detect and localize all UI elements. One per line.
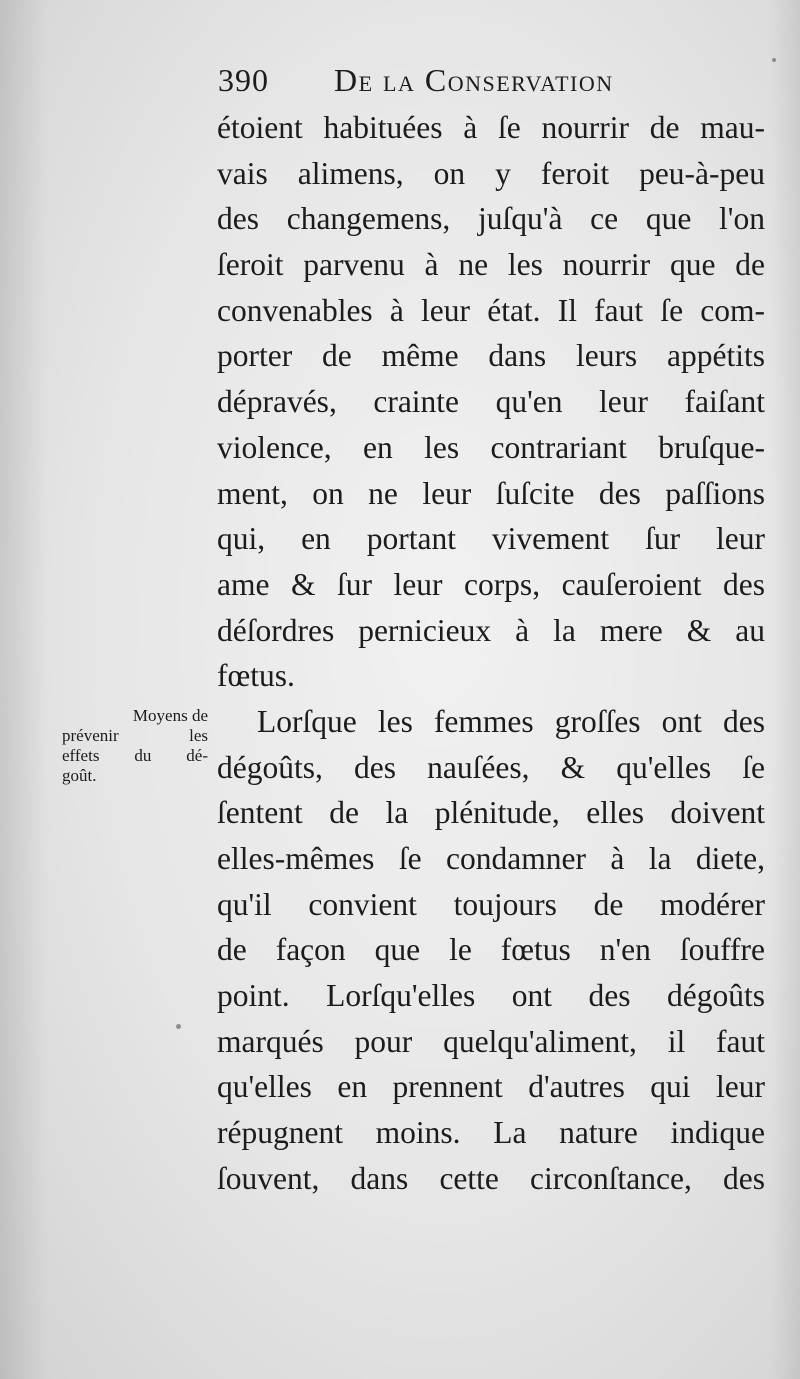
text-line: point. Lorſqu'elles ont des dégoûts — [217, 978, 765, 1014]
text-line: répugnent moins. La nature indique — [217, 1115, 765, 1151]
text-line: qui, en portant vivement ſur leur — [217, 521, 765, 557]
text-line: qu'il convient toujours de modérer — [217, 886, 765, 922]
text-line: dégoûts, des nauſées, & qu'elles ſe — [217, 749, 765, 785]
text-line: marqués pour quelqu'aliment, il faut — [217, 1023, 765, 1059]
text-line: ſeroit parvenu à ne les nourrir que de — [217, 247, 765, 283]
text-line: des changemens, juſqu'à ce que l'on — [217, 201, 765, 237]
text-line: ame & ſur leur corps, cauſeroient des — [217, 566, 765, 602]
text-line: vais alimens, on y feroit peu-à-peu — [217, 155, 765, 191]
text-line: dépravés, crainte qu'en leur faiſant — [217, 384, 765, 420]
page-number: 390 — [218, 62, 269, 98]
margin-note-line: effets du dé- — [62, 746, 208, 765]
text-line: étoient habituées à ſe nourrir de mau- — [217, 110, 765, 145]
running-title: De la Conservation — [334, 62, 614, 98]
gutter-shadow — [0, 0, 48, 1379]
text-line: ment, on ne leur ſuſcite des paſſions — [217, 475, 765, 511]
paragraph-start-line: Lorſque les femmes groſſes ont des — [257, 703, 765, 739]
margin-note-line: Moyens de — [132, 706, 208, 725]
body-text — [217, 105, 765, 1202]
page-edge-shadow — [770, 0, 800, 1379]
text-line: ſentent de la plénitude, elles doivent — [217, 795, 765, 831]
text-line: violence, en les contrariant bruſque- — [217, 429, 765, 465]
text-line: elles-mêmes ſe condamner à la diete, — [217, 841, 765, 876]
text-line: qu'elles en prennent d'autres qui leur — [217, 1069, 765, 1105]
text-line: déſordres pernicieux à la mere & au — [217, 612, 765, 648]
margin-note — [62, 706, 208, 786]
margin-note-line: goût. — [62, 766, 97, 785]
text-line: de façon que le fœtus n'en ſouffre — [217, 932, 765, 968]
text-line: ſouvent, dans cette circonſtance, des — [217, 1160, 765, 1196]
text-line: porter de même dans leurs appétits — [217, 338, 765, 374]
paper-speck — [176, 1024, 181, 1029]
text-line: fœtus. — [217, 658, 295, 694]
text-line: convenables à leur état. Il faut ſe com- — [217, 292, 765, 328]
margin-note-line: prévenir les — [62, 726, 208, 745]
page-header — [218, 62, 778, 108]
